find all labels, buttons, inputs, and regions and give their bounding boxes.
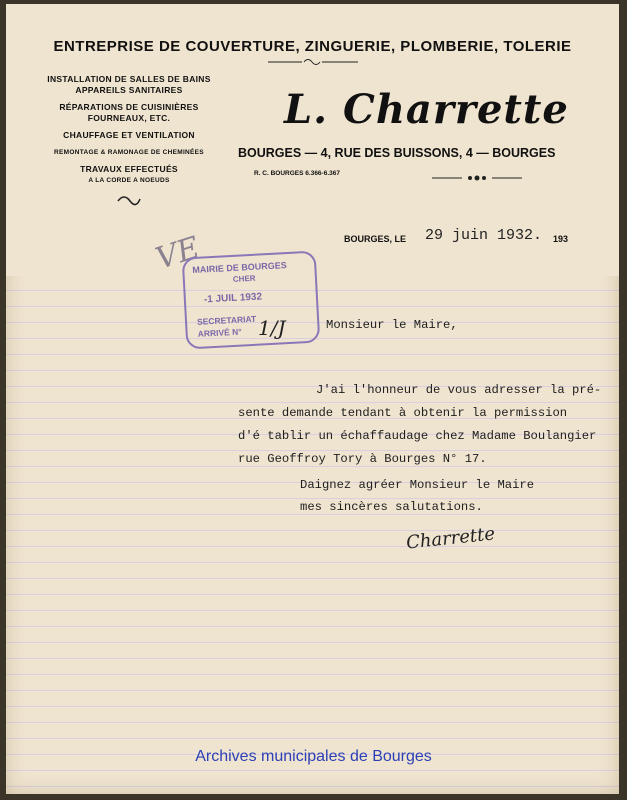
reception-stamp: [182, 251, 321, 350]
stamp-line-4: ARRIVÉ N°: [197, 326, 242, 339]
stamp-line-3: SECRETARIAT: [196, 313, 257, 327]
archive-caption: Archives municipales de Bourges: [195, 748, 432, 765]
body-line-4: rue Geoffroy Tory à Bourges N° 17.: [238, 452, 487, 466]
service-stoves: RÉPARATIONS DE CUISINIÈRES FOURNEAUX, ETC.: [59, 102, 199, 123]
letter-page: [6, 4, 619, 794]
company-address: BOURGES — 4, RUE DES BUISSONS, 4 — BOURGES: [238, 146, 556, 160]
closing-line-2: mes sincères salutations.: [300, 500, 483, 514]
letter-date: 29 juin 1932.: [425, 227, 543, 244]
service-chimneys: REMONTAGE & RAMONAGE DE CHEMINÉES: [54, 149, 204, 156]
rope-knot-icon: [114, 194, 144, 208]
salutation: Monsieur le Maire,: [326, 318, 458, 332]
company-title: ENTREPRISE DE COUVERTURE, ZINGUERIE, PLOMBERIE, TOLERIE: [53, 38, 572, 55]
body-line-3: d'é tablir un échaffaudage chez Madame Boulangier: [238, 429, 597, 443]
body-line-1: J'ai l'honneur de vous adresser la pré-: [316, 383, 602, 397]
initials-annotation: VE: [151, 230, 204, 277]
address-ornament: [432, 172, 522, 184]
brand-name: L. Charrette: [284, 86, 569, 133]
body-line-2: sente demande tendant à obtenir la permission: [238, 406, 568, 420]
service-rope-work: TRAVAUX EFFECTUÉS A LA CORDE A NOEUDS: [80, 164, 178, 184]
service-bathrooms: INSTALLATION DE SALLES DE BAINS APPAREILS SANITAIRES: [47, 74, 211, 95]
signature: Charrette: [405, 523, 496, 554]
dateline-year-suffix: 193: [553, 234, 569, 244]
service-heating: CHAUFFAGE ET VENTILATION: [63, 130, 195, 140]
trade-registry: R. C. BOURGES 6.366-6.367: [254, 170, 340, 177]
dateline-prefix: BOURGES, LE: [344, 234, 407, 244]
services-list: [24, 74, 234, 213]
closing-line-1: Daignez agréer Monsieur le Maire: [300, 478, 535, 492]
stamp-number: 1/J: [258, 316, 286, 340]
stamp-line-2: CHER: [232, 273, 256, 284]
title-ornament: [268, 56, 358, 68]
stamp-date: -1 JUIL 1932: [203, 291, 263, 306]
stamp-line-1: MAIRIE DE BOURGES: [192, 260, 287, 276]
